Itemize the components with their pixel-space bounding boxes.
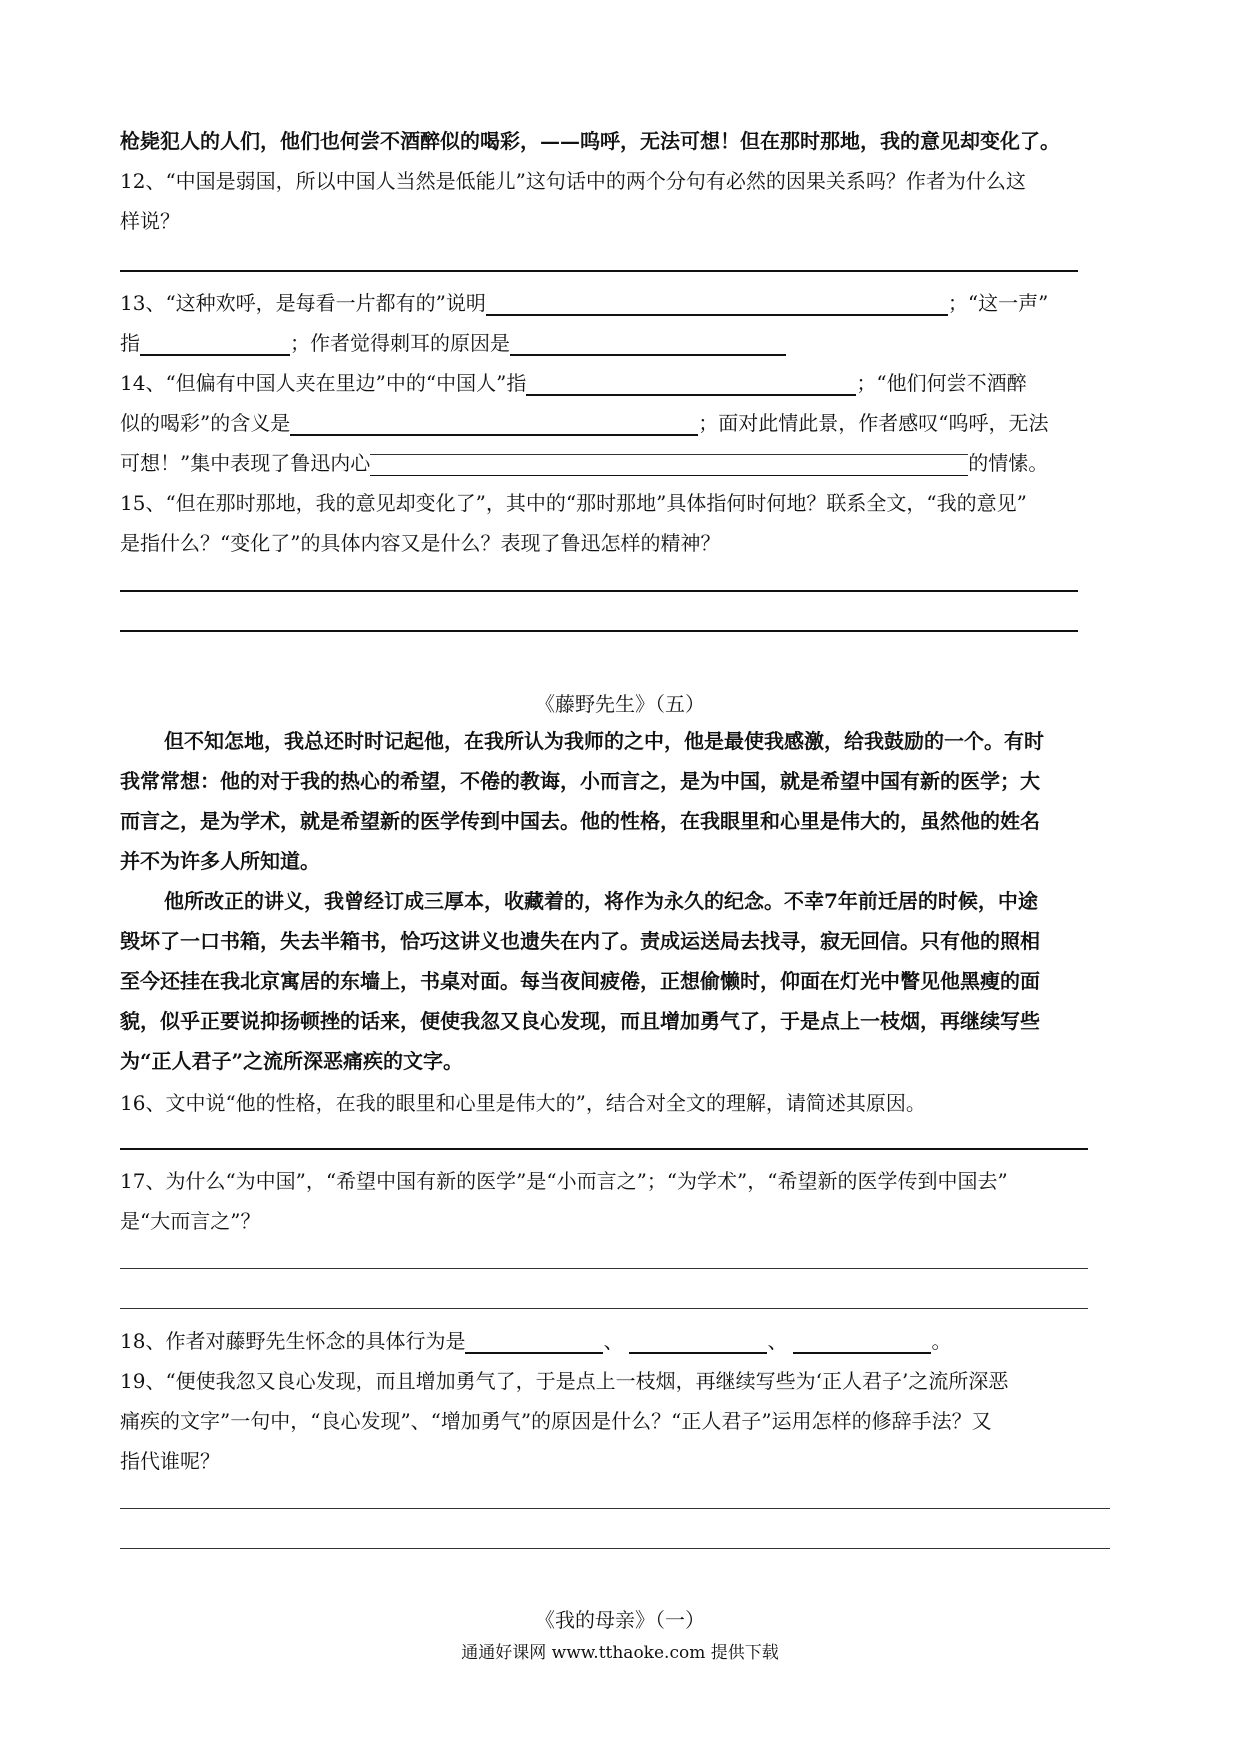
question-13-text-d: ；作者觉得刺耳的原因是 bbox=[290, 331, 510, 355]
paragraph-2-line-1: 他所改正的讲义，我曾经订成三厚本，收藏着的，将作为永久的纪念。不幸7年前迁居的时候，中途 bbox=[164, 889, 1038, 913]
question-16-line-1: 16、文中说“他的性格，在我的眼里和心里是伟大的”，结合对全文的理解，请简述其原因。 bbox=[120, 1091, 926, 1115]
paragraph-2-line-3: 至今还挂在我北京寓居的东墙上，书桌对面。每当夜间疲倦，正想偷懒时，仰面在灯光中瞥见他黑瘦的面 bbox=[120, 969, 1040, 993]
question-14-line-2 bbox=[120, 410, 1048, 436]
question-18-sep-1: 、 bbox=[603, 1329, 624, 1353]
answer-line-q17-1[interactable] bbox=[120, 1268, 1088, 1269]
question-14-text-f: 的情愫。 bbox=[968, 451, 1049, 475]
question-13-text-b: ；“这一声” bbox=[947, 291, 1049, 315]
question-13-line-2 bbox=[120, 330, 786, 356]
blank-14a[interactable] bbox=[526, 374, 856, 396]
question-13-line-1 bbox=[120, 290, 1048, 316]
blank-18a[interactable] bbox=[465, 1332, 603, 1354]
blank-14b[interactable] bbox=[290, 414, 698, 436]
answer-line-q12[interactable] bbox=[120, 270, 1078, 272]
paragraph-1-line-1: 但不知怎地，我总还时时记起他，在我所认为我师的之中，他是最使我感激，给我鼓励的一个。有时 bbox=[164, 729, 1044, 753]
question-19-line-2: 痛疾的文字”一句中，“良心发现”、“增加勇气”的原因是什么？“正人君子”运用怎样的修辞手法？又 bbox=[120, 1409, 992, 1433]
question-15-line-1: 15、“但在那时那地，我的意见却变化了”，其中的“那时那地”具体指何时何地？联系全文，“我的意见” bbox=[120, 491, 1027, 515]
paragraph-1-line-4: 并不为许多人所知道。 bbox=[120, 849, 320, 873]
question-14-text-a: 14、“但偏有中国人夹在里边”中的“中国人”指 bbox=[120, 371, 527, 395]
paragraph-1-line-2: 我常常想：他的对于我的热心的希望，不倦的教诲，小而言之，是为中国，就是希望中国有新的医学；大 bbox=[120, 769, 1040, 793]
question-17-line-1: 17、为什么“为中国”，“希望中国有新的医学”是“小而言之”；“为学术”，“希望新的医学传到中国去” bbox=[120, 1169, 1008, 1193]
question-18-text: 18、作者对藤野先生怀念的具体行为是 bbox=[120, 1329, 466, 1353]
question-14-text-d: ；面对此情此景，作者感叹“呜呼，无法 bbox=[698, 411, 1049, 435]
question-17-line-2: 是“大而言之”？ bbox=[120, 1209, 261, 1233]
answer-line-q15-1[interactable] bbox=[120, 590, 1078, 592]
blank-14c[interactable] bbox=[370, 454, 968, 476]
answer-line-q19-1[interactable] bbox=[120, 1508, 1110, 1509]
blank-13a[interactable] bbox=[486, 294, 948, 316]
question-12-line-2: 样说？ bbox=[120, 209, 180, 233]
next-section-title: 《我的母亲》（一） bbox=[535, 1608, 705, 1632]
question-18-end: 。 bbox=[931, 1329, 952, 1353]
question-15-line-2: 是指什么？“变化了”的具体内容又是什么？表现了鲁迅怎样的精神？ bbox=[120, 531, 721, 555]
passage-line: 枪毙犯人的人们，他们也何尝不酒醉似的喝彩，——呜呼，无法可想！但在那时那地，我的意见却变化了。 bbox=[120, 129, 1060, 153]
question-14-text-e: 可想！”集中表现了鲁迅内心 bbox=[120, 451, 371, 475]
answer-line-q15-2[interactable] bbox=[120, 630, 1078, 632]
question-18-line-1 bbox=[120, 1328, 951, 1354]
question-19-line-1: 19、“便使我忽又良心发现，而且增加勇气了，于是点上一枝烟，再继续写些为‘正人君子’之流所深恶 bbox=[120, 1369, 1009, 1393]
question-14-text-b: ；“他们何尝不酒醉 bbox=[856, 371, 1027, 395]
blank-18b[interactable] bbox=[629, 1332, 767, 1354]
question-13-text-c: 指 bbox=[120, 331, 140, 355]
answer-line-q19-2[interactable] bbox=[120, 1548, 1110, 1549]
paragraph-2-line-5: 为“正人君子”之流所深恶痛疾的文字。 bbox=[120, 1049, 464, 1073]
question-14-line-3 bbox=[120, 450, 1048, 476]
question-13-text-a: 13、“这种欢呼，是每看一片都有的”说明 bbox=[120, 291, 486, 315]
paragraph-2-line-2: 毁坏了一口书箱，失去半箱书，恰巧这讲义也遗失在内了。责成运送局去找寻，寂无回信。只有他的照相 bbox=[120, 929, 1040, 953]
paragraph-2-line-4: 貌，似乎正要说抑扬顿挫的话来，便使我忽又良心发现，而且增加勇气了，于是点上一枝烟，再继续写些 bbox=[120, 1009, 1040, 1033]
question-19-line-3: 指代谁呢？ bbox=[120, 1449, 220, 1473]
answer-line-q17-2[interactable] bbox=[120, 1308, 1088, 1309]
blank-13c[interactable] bbox=[510, 334, 786, 356]
section-title: 《藤野先生》（五） bbox=[535, 692, 705, 716]
blank-13b[interactable] bbox=[140, 334, 290, 356]
blank-18c[interactable] bbox=[793, 1332, 931, 1354]
question-14-text-c: 似的喝彩”的含义是 bbox=[120, 411, 291, 435]
footer-text: 通通好课网 www.tthaoke.com 提供下载 bbox=[461, 1643, 779, 1663]
question-14-line-1 bbox=[120, 370, 1027, 396]
answer-line-q16[interactable] bbox=[120, 1148, 1088, 1150]
paragraph-1-line-3: 而言之，是为学术，就是希望新的医学传到中国去。他的性格，在我眼里和心里是伟大的，虽然他的姓名 bbox=[120, 809, 1040, 833]
question-12-line-1: 12、“中国是弱国，所以中国人当然是低能儿”这句话中的两个分句有必然的因果关系吗？作者为什么这 bbox=[120, 169, 1026, 193]
question-18-sep-2: 、 bbox=[767, 1329, 788, 1353]
